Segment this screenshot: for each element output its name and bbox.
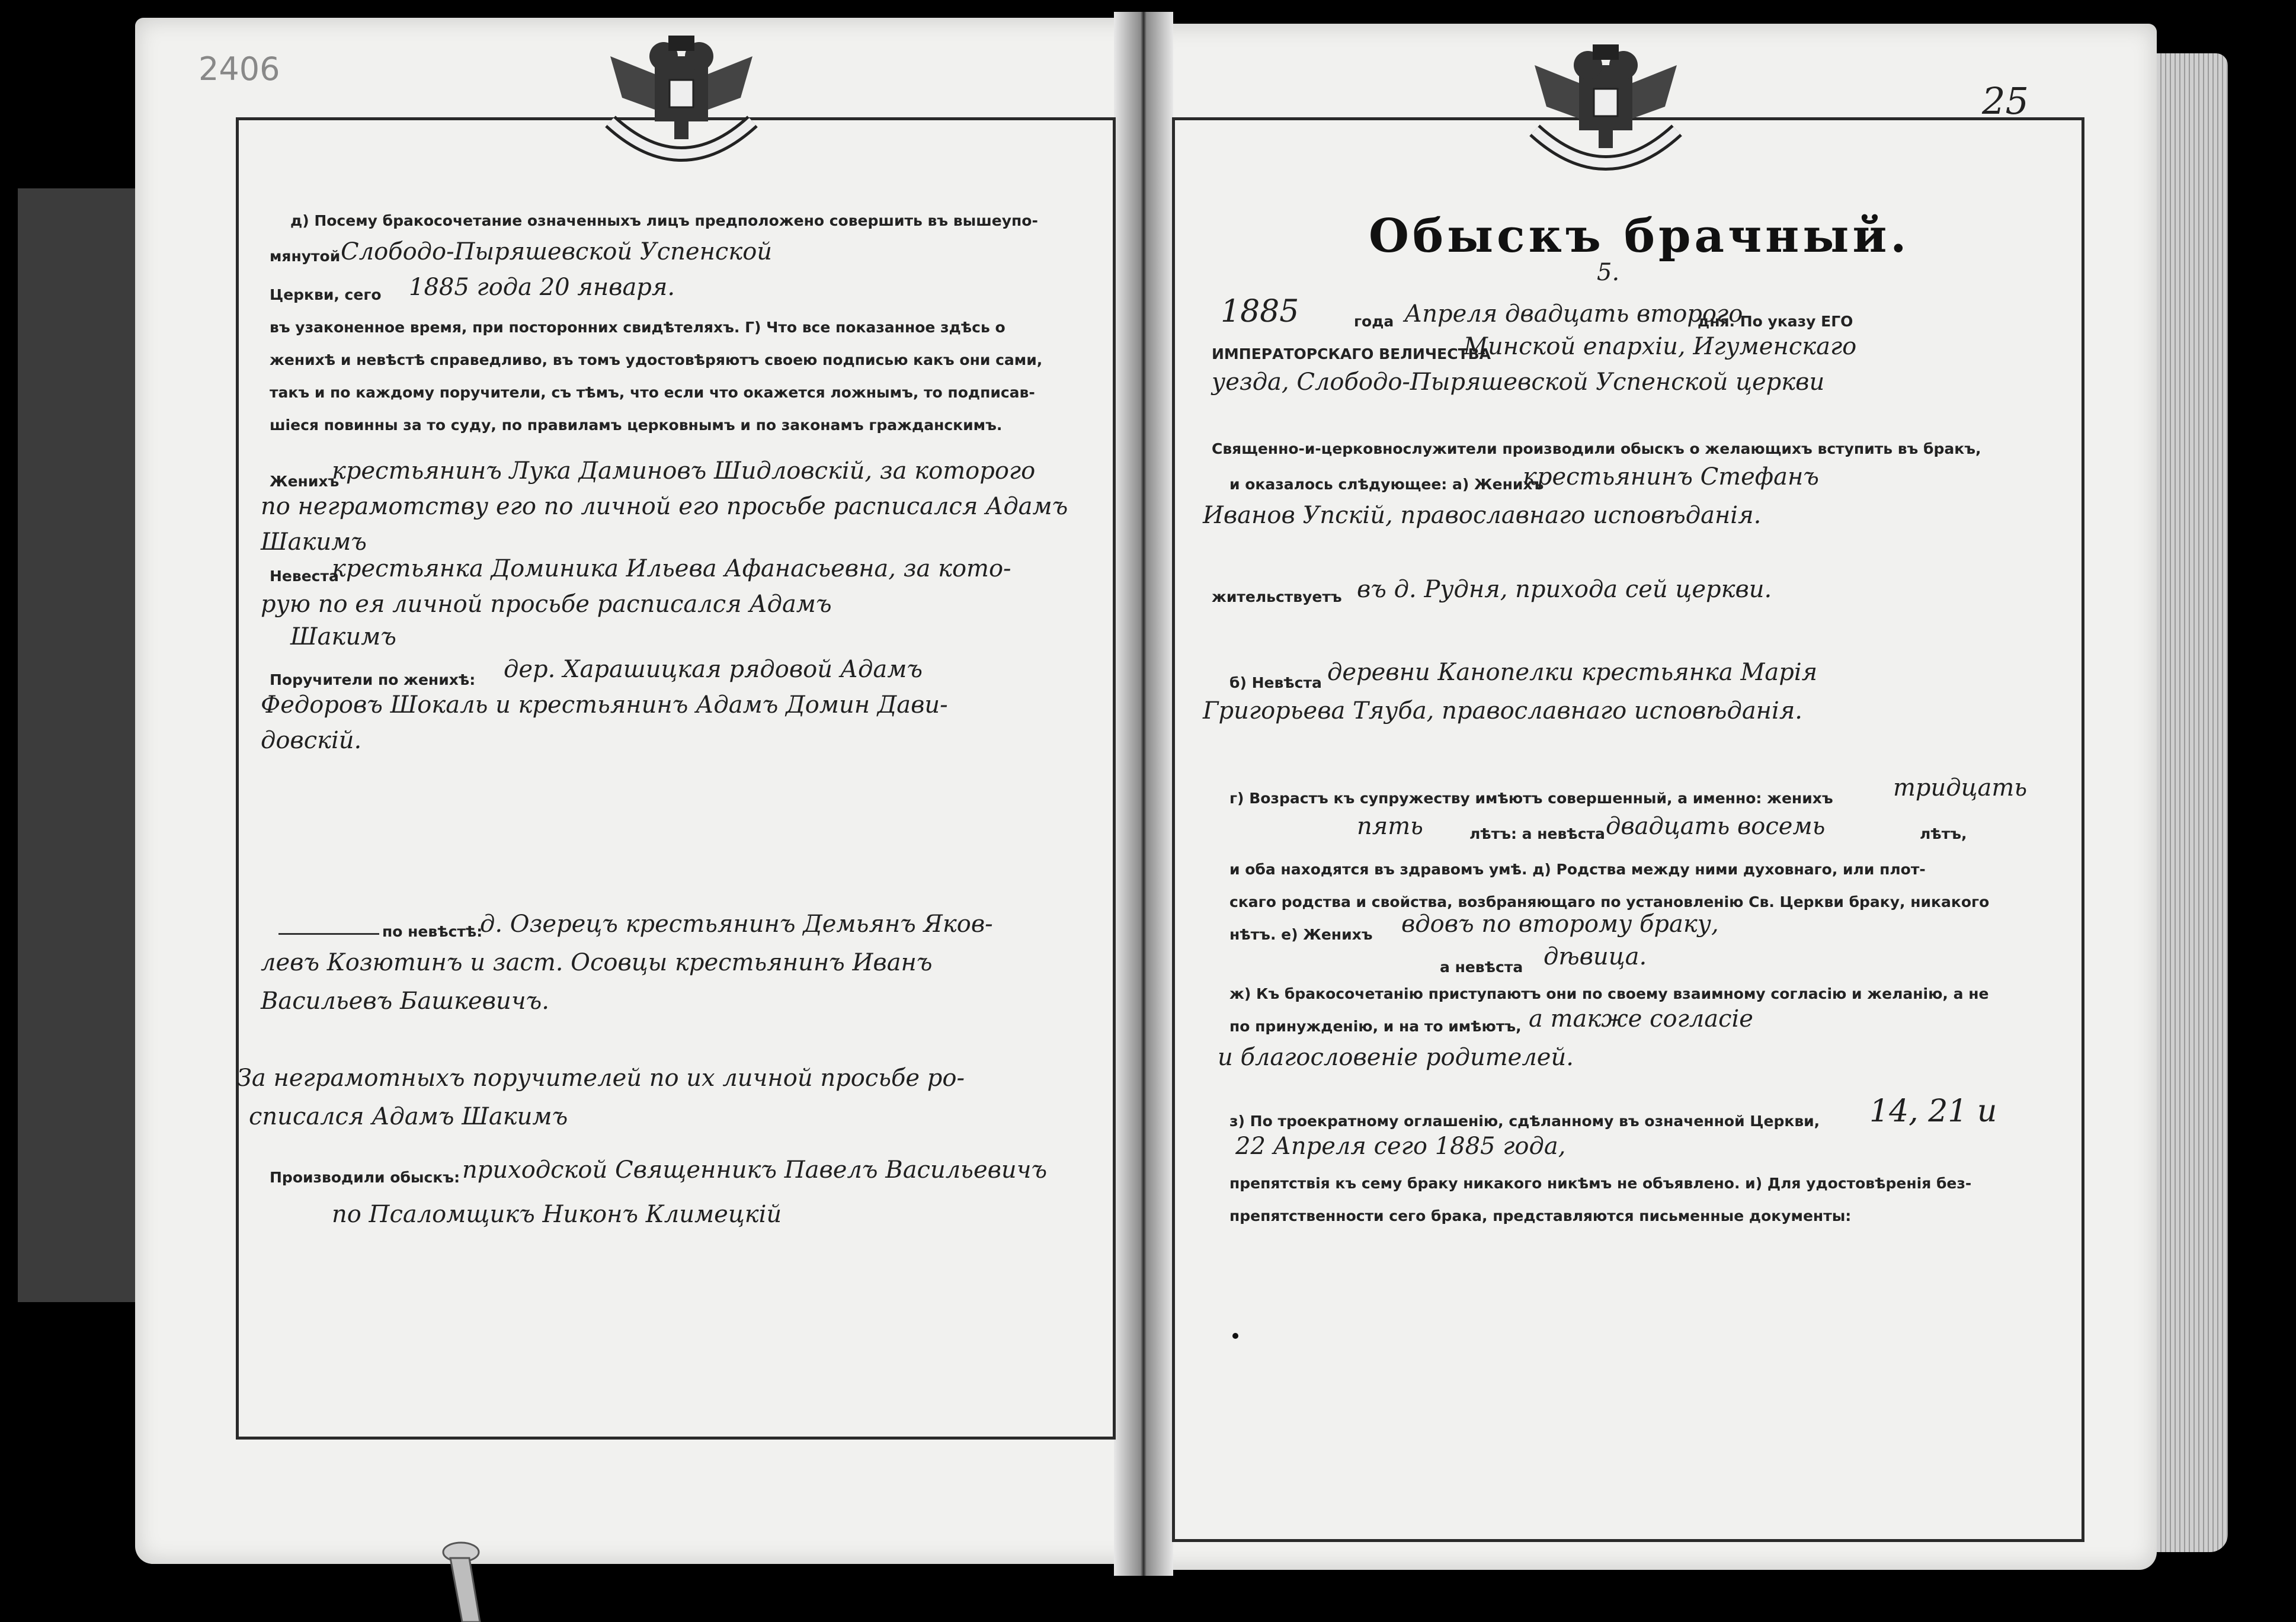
imperial-eagle-emblem [1523,41,1689,178]
impediment-clause-1: препятствiя къ сему браку никакого никѣмъ не объявлено. и) Для удостовѣренiя без- [1229,1175,1972,1192]
bride-age-handwritten: двадцать восемь [1606,813,1826,840]
illiterate-note-line-1: За неграмотныхъ поручителей по их личной просьбе ро- [237,1065,965,1092]
groom-signature-line-3: Шакимъ [261,528,367,556]
left-page-border [236,117,1116,1440]
bride-label-b: б) Невѣста [1229,674,1322,691]
bride-signature-line-1: крестьянка Доминика Ильева Афанасьевна, за кото- [332,555,1011,582]
bride-origin-handwritten-2: Григорьева Тяуба, православнаго исповѣданiя. [1203,697,1803,725]
pencil-archive-number: 2406 [198,50,280,88]
search-conducted-label: Производили обыскъ: [270,1169,460,1186]
diocese-handwritten: Минской епархiи, Игуменскаго [1464,333,1857,360]
imperial-majesty-label: ИМПЕРАТОРСКАГО ВЕЛИЧЕСТВА [1212,345,1491,363]
clause-d-line-2-print: мянутой [270,248,341,265]
page-title: Обыскъ брачный. [1369,209,1910,263]
search-conducted-line-1: приходской Священникъ Павелъ Васильевичъ [462,1156,1048,1184]
page-number: 25 [1982,79,2029,123]
groom-name-handwritten-2: Иванов Упскiй, православнаго исповѣданiя. [1203,502,1762,529]
clause-e-line-2: женихѣ и невѣстѣ справедливо, въ томъ удостовѣряютъ своею подписью какъ они сами, [270,351,1043,368]
decree-label: дня. По указу ЕГО [1698,313,1853,330]
banns-clause: з) По троекратному оглашенiю, сдѣланному въ означенной Церкви, [1229,1113,1820,1130]
bride-origin-handwritten-1: деревни Канопелки крестьянка Марiя [1327,659,1818,686]
bride-label: Невеста [270,568,339,585]
guarantors-groom-label: Поручители по женихѣ: [270,671,476,688]
clause-e-line-4: шiеся повинны за то суду, по правиламъ церковнымъ и по законамъ гражданскимъ. [270,416,1003,434]
guarantors-groom-line-1: дер. Харашицкая рядовой Адамъ [504,656,923,683]
guarantors-bride-line-2: левъ Козютинъ и заст. Осовцы крестьянинъ Иванъ [261,949,933,976]
clause-e-line-1: въ узаконенное время, при посторонних свидѣтеляхъ. Г) Что все показанное здѣсь о [270,319,1005,336]
ink-speck [1232,1333,1238,1339]
no-kinship-clause: нѣтъ. е) Женихъ [1229,926,1373,943]
groom-label: Женихъ [270,473,340,490]
church-name-handwritten: Слободо-Пыряшевской Успенской [341,238,773,265]
clause-e-line-3: такъ и по каждому поручители, съ тѣмъ, что если что окажется ложнымъ, то подписав- [270,384,1035,401]
groom-signature-line-2: по неграмотству его по личной его просьбе расписался Адамъ [261,493,1068,520]
banns-dates-handwritten-2: 22 Апреля сего 1885 года, [1235,1133,1566,1160]
residence-label: жительствуетъ [1212,588,1342,605]
imperial-eagle-emblem [598,33,764,169]
age-clause-2: лѣтъ: а невѣста [1469,825,1605,842]
groom-age-handwritten-2: пять [1357,813,1423,840]
clause-d-line-3-print: Церкви, сего [270,286,382,303]
book-fore-edge [2157,53,2228,1552]
blank-rule [278,933,379,935]
consent-handwritten-2: и благословенiе родителей. [1218,1044,1574,1071]
kinship-clause: скаго родства и свойства, возбраняющаго по установленiю Св. Церкви браку, никакого [1229,893,1990,911]
wedding-date-handwritten: 1885 года 20 января. [409,274,675,301]
consent-clause-1: ж) Къ бракосочетанiю приступаютъ они по своему взаимному согласiю и желанiю, а не [1229,985,1989,1002]
uezd-church-handwritten: уезда, Слободо-Пыряшевской Успенской церкви [1212,368,1825,396]
consent-clause-2: по принужденiю, и на то имѣютъ, [1229,1018,1522,1035]
illiterate-note-line-2: списался Адамъ Шакимъ [249,1103,568,1130]
guarantors-bride-line-1: д. Озерецъ крестьянинъ Демьянъ Яков- [480,911,993,938]
residence-handwritten: въ д. Рудня, прихода сей церкви. [1357,576,1772,603]
groom-marital-status-handwritten: вдовъ по второму браку, [1401,911,1719,938]
age-clause-1: г) Возрастъ къ супружеству имѣютъ совершенный, а именно: женихъ [1229,790,1833,807]
bride-status-label: а невѣста [1440,959,1523,976]
bride-signature-line-2: рую по ея личной просьбе расписался Адамъ [261,591,832,618]
consent-handwritten-1: а также согласiе [1529,1005,1753,1033]
groom-age-handwritten-1: тридцать [1893,774,2028,802]
metal-binder-clip [438,1540,492,1622]
age-clause-3: лѣтъ, [1920,825,1967,842]
bride-signature-line-3: Шакимъ [290,623,396,650]
groom-name-handwritten-1: крестьянинъ Стефанъ [1523,463,1819,491]
date-label-year: года [1354,313,1394,330]
banns-dates-handwritten-1: 14, 21 и [1869,1094,1997,1129]
health-clause: и оба находятся въ здравомъ умѣ. д) Родства между ними духовнаго, или плот- [1229,861,1926,878]
clause-d-line-1: д) Посему бракосочетание означенныхъ лицъ предположено совершить въ вышеупо- [290,212,1038,229]
guarantors-groom-line-2: Федоровъ Шокаль и крестьянинъ Адамъ Домин Дави- [261,691,948,719]
guarantors-bride-line-3: Васильевъ Башкевичъ. [261,988,549,1015]
book-gutter [1114,12,1173,1576]
guarantors-groom-line-3: довскiй. [261,727,362,754]
search-conducted-line-2: по Псаломщикъ Никонъ Климецкiй [332,1201,782,1228]
record-date-handwritten: Апреля двадцать второго [1404,300,1743,328]
found-clause: и оказалось слѣдующее: а) Женихъ [1229,476,1544,493]
page-stack-edge [18,188,142,1302]
groom-signature-line-1: крестьянинъ Лука Даминовъ Шидловскiй, за которого [332,457,1036,485]
impediment-clause-2: препятственности сего брака, представляются письменные документы: [1229,1207,1852,1224]
clergy-clause: Священно-и-церковнослужители производили обыскъ о желающихъ вступить въ бракъ, [1212,440,1981,457]
record-year: 1885 [1221,294,1299,329]
record-number: 5. [1597,259,1620,286]
guarantors-bride-label: по невѣстѣ: [382,923,483,940]
bride-status-handwritten: дѣвица. [1544,943,1647,970]
